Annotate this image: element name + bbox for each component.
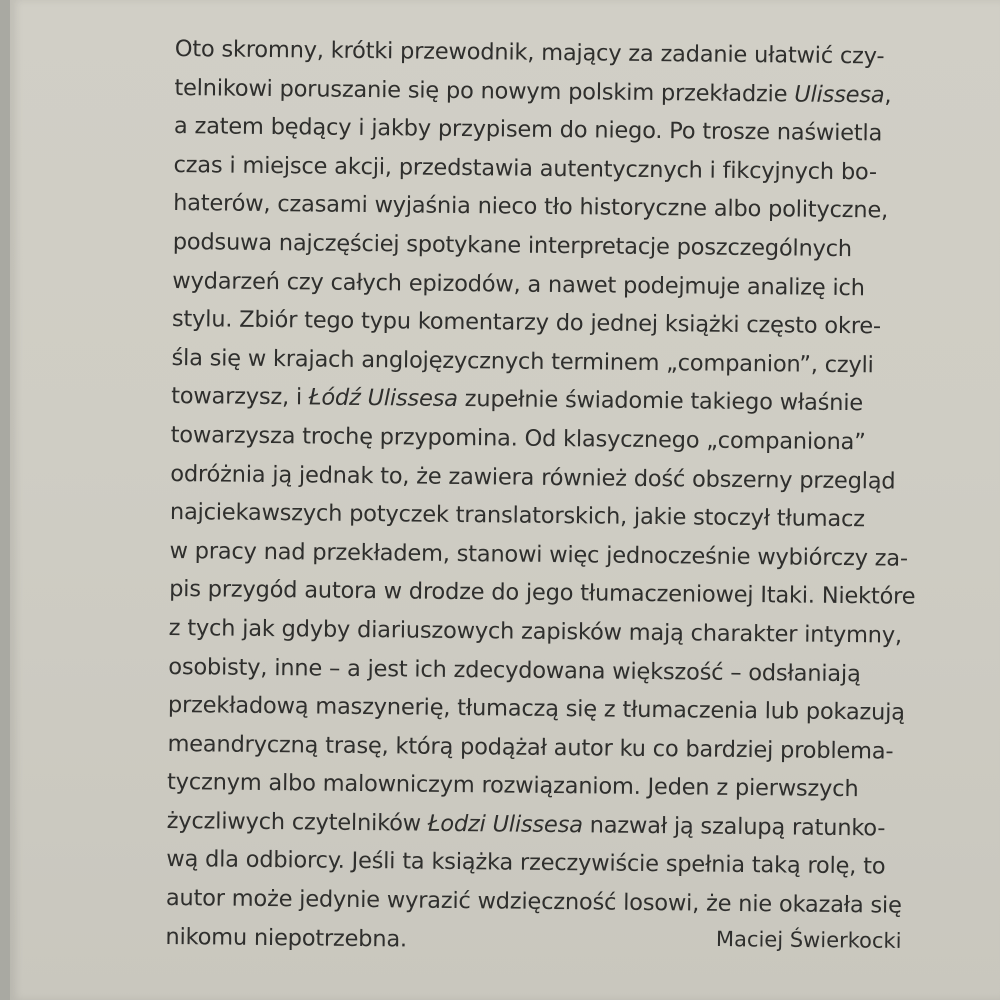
author-signature: Maciej Świerkocki: [715, 927, 902, 953]
text-line: nikomu niepotrzebna.: [165, 923, 408, 953]
text-line: osobisty, inne – a jest ich zdecydowana większość – odsłaniają: [168, 653, 861, 687]
body-text: [165, 30, 916, 964]
text-line: towarzysz, i Łódź Ulissesa zupełnie świadomie takiego właśnie: [171, 383, 864, 417]
text-line: przekładową maszynerię, tłumaczą się z tłumaczenia lub pokazują: [167, 692, 905, 726]
book-title-italic: Łódź Ulissesa: [308, 384, 458, 413]
text-line: autor może jedynie wyrazić wdzięczność losowi, że nie okazała się: [165, 885, 902, 919]
text-line: a zatem będący i jakby przypisem do niego. Po trosze naświetla: [173, 113, 883, 147]
text-line: haterów, czasami wyjaśnia nieco tło historyczne albo polityczne,: [173, 190, 889, 224]
text-line: meandryczną trasę, którą podążał autor ku co bardziej problema-: [167, 730, 894, 765]
text-line: podsuwa najczęściej spotykane interpretacje poszczególnych: [172, 228, 853, 263]
text-line: stylu. Zbiór tego typu komentarzy do jednej książki często okre-: [171, 306, 882, 340]
text-line: w pracy nad przekładem, stanowi więc jednocześnie wybiórczy za-: [169, 537, 908, 572]
text-line: życzliwych czytelników Łodzi Ulissesa nazwał ją szalupą ratunko-: [166, 807, 886, 842]
text-line: z tych jak gdyby diariuszowych zapisków mają charakter intymny,: [168, 614, 903, 649]
text-line: odróżnia ją jednak to, że zawiera również dość obszerny przegląd: [170, 460, 896, 495]
text-line: pis przygód autora w drodze do jego tłumaczeniowej Itaki. Niektóre: [169, 576, 916, 611]
text-line: towarzysza trochę przypomina. Od klasycznego „companiona”: [170, 421, 866, 456]
text-line: śla się w krajach anglojęzycznych terminem „companion”, czyli: [171, 344, 874, 379]
book-page: [10, 0, 1000, 1000]
text-line: wydarzeń czy całych epizodów, a nawet podejmuje analizę ich: [172, 267, 865, 301]
text-line: najciekawszych potyczek translatorskich, jakie stoczył tłumacz: [169, 499, 865, 533]
text-line: Oto skromny, krótki przewodnik, mający za zadanie ułatwić czy-: [174, 35, 885, 70]
book-title-italic: Ulissesa: [794, 81, 885, 109]
text-line: tycznym albo malowniczym rozwiązaniom. Jeden z pierwszych: [166, 769, 859, 803]
text-line: czas i miejsce akcji, przedstawia autentycznych i fikcyjnych bo-: [173, 151, 878, 186]
text-line: telnikowi poruszanie się po nowym polskim przekładzie Ulissesa,: [174, 74, 892, 109]
text-line: wą dla odbiorcy. Jeśli ta książka rzeczywiście spełnia taką rolę, to: [166, 846, 886, 880]
book-title-italic: Łodzi Ulissesa: [427, 810, 583, 839]
